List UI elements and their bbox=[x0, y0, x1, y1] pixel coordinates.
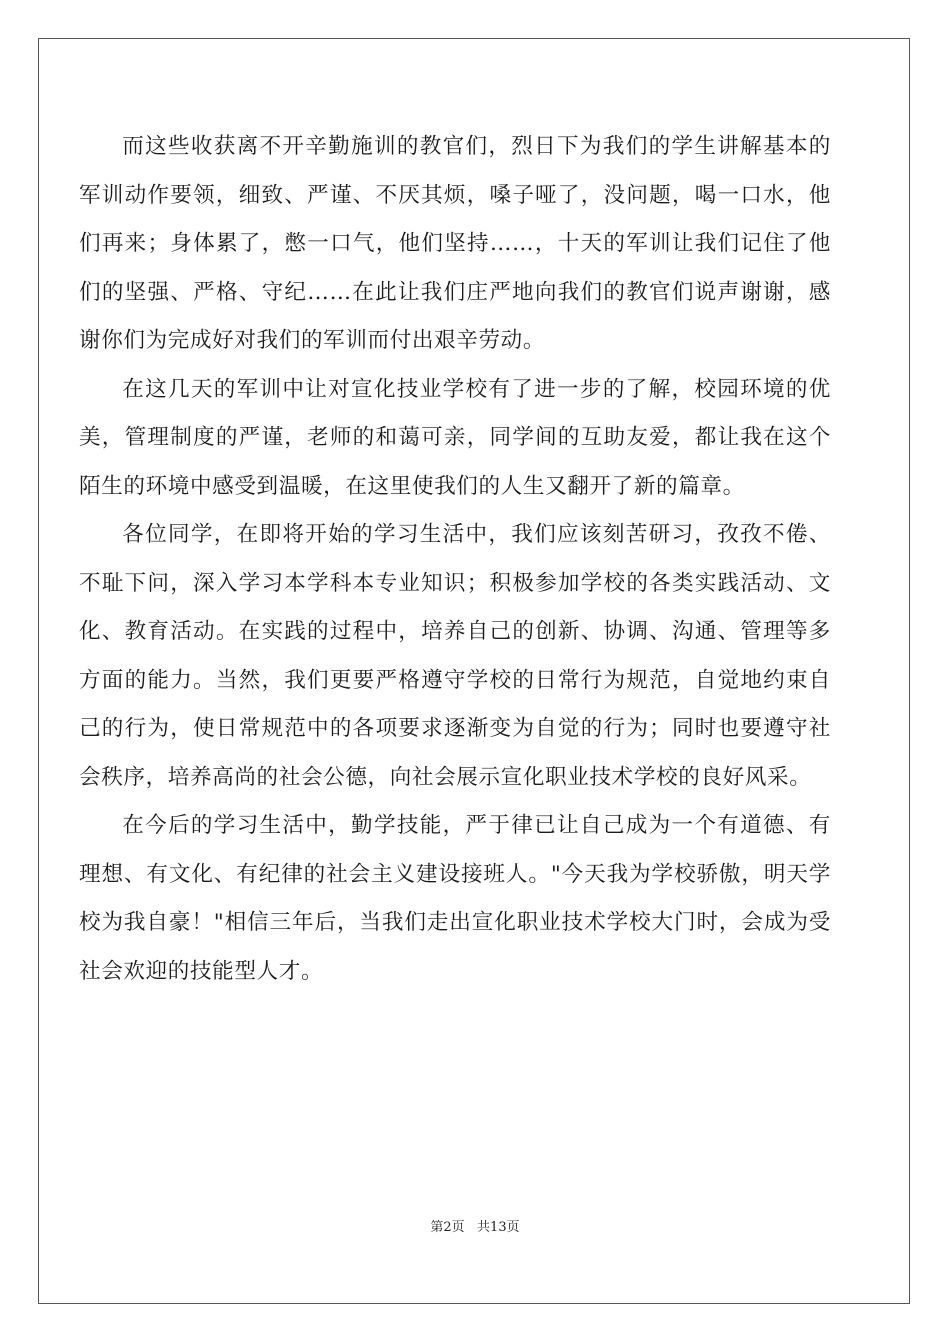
paragraph: 在今后的学习生活中，勤学技能，严于律已让自己成为一个有道德、有理想、有文化、有纪律的社会主义建设接班人。"今天我为学校骄傲，明天学校为我自豪！"相信三年后，当我们走出宣化职业技术学校大门时，会成为受社会欢迎的技能型人才。 bbox=[79, 813, 831, 984]
paragraph: 而这些收获离不开辛勤施训的教官们，烈日下为我们的学生讲解基本的军训动作要领，细致、严谨、不厌其烦，嗓子哑了，没问题，喝一口水，他们再来；身体累了，憋一口气，他们坚持……，十天的军训让我们记住了他们的坚强、严格、守纪……在此让我们庄严地向我们的教官们说声谢谢，感谢你们为完成好对我们的军训而付出艰辛劳动。 bbox=[79, 134, 831, 353]
paragraph: 在这几天的军训中让对宣化技业学校有了进一步的了解，校园环境的优美，管理制度的严谨，老师的和蔼可亲，同学间的互助友爱，都让我在这个陌生的环境中感受到温暖，在这里使我们的人生又翻开了新的篇章。 bbox=[79, 376, 831, 499]
document-body bbox=[79, 123, 831, 996]
paragraph: 各位同学，在即将开始的学习生活中，我们应该刻苦研习，孜孜不倦、不耻下问，深入学习本学科本专业知识；积极参加学校的各类实践活动、文化、教育活动。在实践的过程中，培养自己的创新、协调、沟通、管理等多方面的能力。当然，我们更要严格遵守学校的日常行为规范，自觉地约束自己的行为，使日常规范中的各项要求逐渐变为自觉的行为；同时也要遵守社会秩序，培养高尚的社会公德，向社会展示宣化职业技术学校的良好风采。 bbox=[79, 522, 831, 790]
page-footer: 第2页 共13页 bbox=[430, 1220, 520, 1235]
